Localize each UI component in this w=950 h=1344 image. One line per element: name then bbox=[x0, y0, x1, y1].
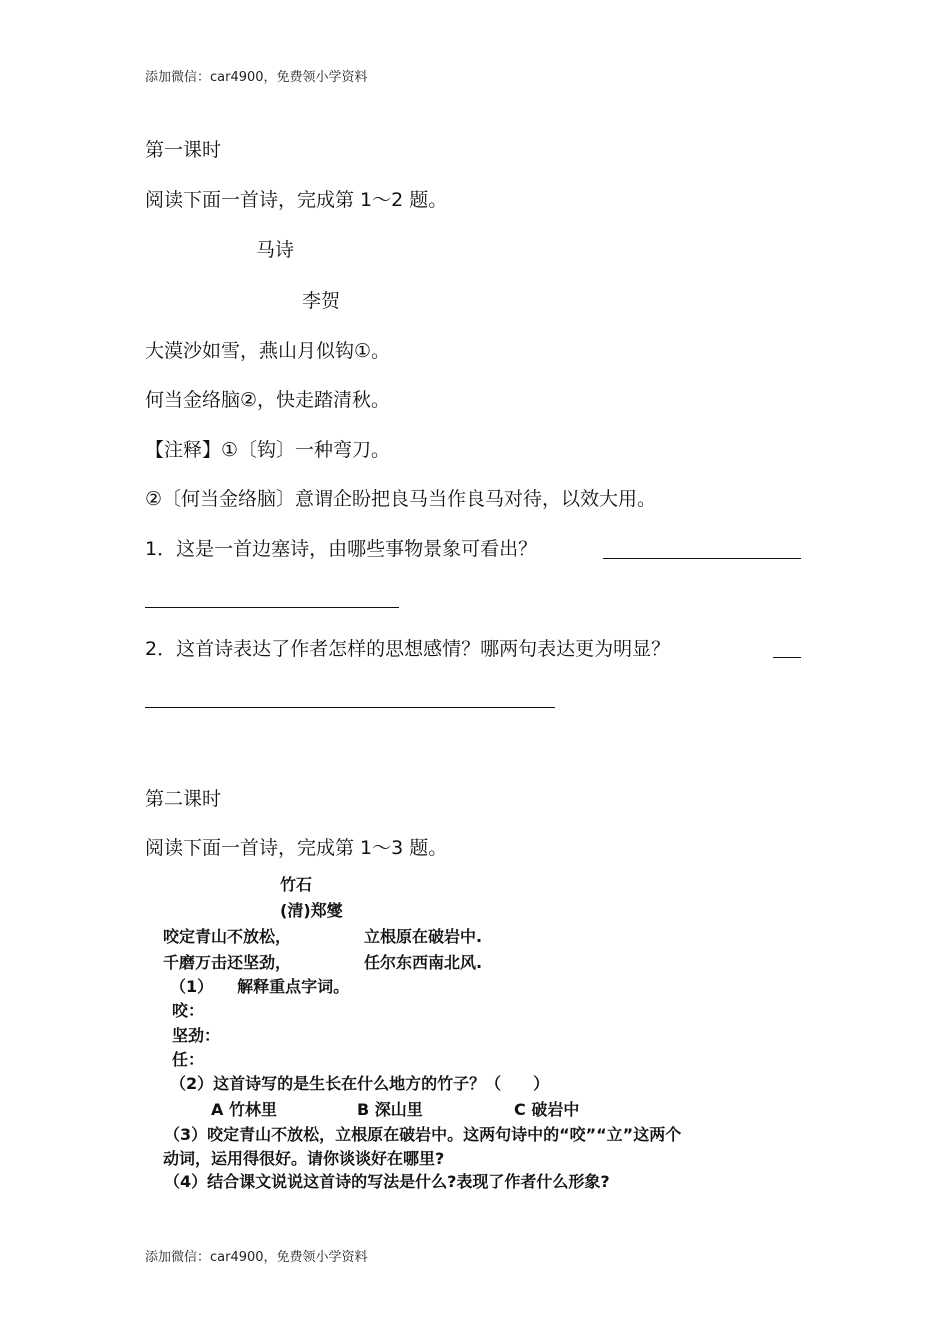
note-2-mark: ② bbox=[145, 488, 163, 510]
lesson1-note-2 bbox=[145, 487, 656, 511]
note-2-text: 〔何当金络脑〕意谓企盼把良马当作良马对待，以效大用。 bbox=[162, 488, 657, 510]
lesson2-q1 bbox=[170, 976, 349, 998]
lesson2-poem-line-2-right: 任尔东西南北风. bbox=[364, 953, 483, 972]
lesson2-instruction: 阅读下面一首诗，完成第 1～3 题。 bbox=[145, 837, 448, 859]
lesson2-q4: （4）结合课文说说这首诗的写法是什么?表现了作者什么形象? bbox=[164, 1172, 610, 1191]
answer-line-q1a[interactable] bbox=[603, 558, 801, 559]
lesson2-poem-author: (清)郑燮 bbox=[280, 901, 343, 920]
q2-option-b[interactable]: B 深山里 bbox=[357, 1100, 423, 1119]
lesson2-poem-line-2-left: 千磨万击还坚劲， bbox=[163, 953, 292, 972]
q1-text: 解释重点字词。 bbox=[237, 977, 350, 996]
lesson2-poem-line-1-right: 立根原在破岩中. bbox=[364, 927, 483, 946]
lesson2-q3-line-1: （3）咬定青山不放松，立根原在破岩中。这两句诗中的“咬”“立”这两个 bbox=[164, 1125, 682, 1144]
q2-option-c[interactable]: C 破岩中 bbox=[514, 1100, 580, 1119]
q1-number: （1） bbox=[170, 977, 214, 996]
lesson1-poem-line-2: 何当金络脑②，快走踏清秋。 bbox=[145, 389, 391, 411]
lesson2-heading: 第二课时 bbox=[145, 788, 222, 810]
lesson1-question-2: 2．这首诗表达了作者怎样的思想感情？哪两句表达更为明显？ bbox=[145, 638, 671, 660]
word-jianjin: 坚劲： bbox=[172, 1026, 221, 1045]
q2-option-a[interactable]: A 竹林里 bbox=[211, 1100, 277, 1119]
lesson1-poem-title: 马诗 bbox=[256, 239, 295, 261]
word-yao: 咬： bbox=[172, 1001, 205, 1020]
lesson2-q3-line-2: 动词，运用得很好。请你谈谈好在哪里? bbox=[163, 1149, 445, 1168]
answer-line-q2a[interactable] bbox=[773, 657, 801, 658]
lesson2-poem-title: 竹石 bbox=[280, 875, 313, 894]
lesson1-poem-author: 李贺 bbox=[302, 290, 341, 312]
lesson1-instruction: 阅读下面一首诗，完成第 1～2 题。 bbox=[145, 189, 448, 211]
lesson1-heading: 第一课时 bbox=[145, 139, 222, 161]
lesson1-note-1: 【注释】①〔钩〕一种弯刀。 bbox=[145, 439, 391, 461]
lesson2-poem-line-1-left: 咬定青山不放松， bbox=[163, 927, 292, 946]
footer-note: 添加微信：car4900，免费领小学资料 bbox=[145, 1250, 368, 1265]
lesson2-q2: （2）这首诗写的是生长在什么地方的竹子？（ ） bbox=[170, 1074, 550, 1093]
lesson1-poem-line-1: 大漠沙如雪，燕山月似钩①。 bbox=[145, 340, 391, 362]
answer-line-q2b[interactable] bbox=[145, 707, 555, 708]
lesson1-question-1: 1．这是一首边塞诗，由哪些事物景象可看出？ bbox=[145, 538, 538, 560]
word-ren: 任： bbox=[172, 1050, 205, 1069]
header-note: 添加微信：car4900，免费领小学资料 bbox=[145, 70, 368, 85]
answer-line-q1b[interactable] bbox=[145, 607, 399, 608]
